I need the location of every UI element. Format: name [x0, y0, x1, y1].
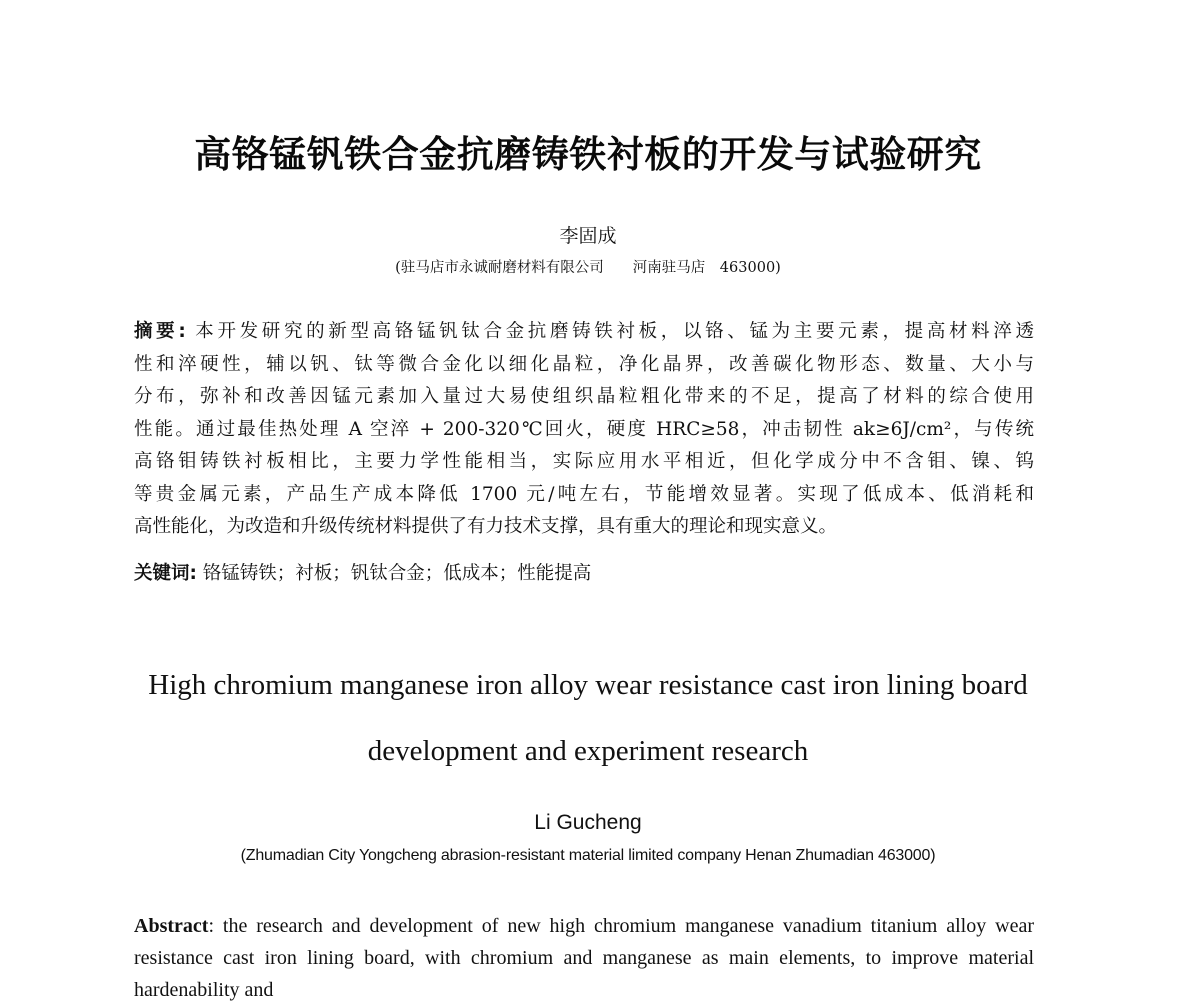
chinese-abstract-line: 摘要: 本开发研究的新型高铬锰钒钛合金抗磨铸铁衬板，以铬、锰为主要元素，提高材料淬透 [134, 321, 1034, 342]
chinese-abstract [134, 316, 1034, 544]
english-title-line-1: High chromium manganese iron alloy wear resistance cast iron lining board [148, 669, 1028, 701]
chinese-abstract-line: 性和淬硬性，辅以钒、钛等微合金化以细化晶粒，净化晶界，改善碳化物形态、数量、大小与 [134, 353, 1034, 375]
chinese-abstract-line: 等贵金属元素，产品生产成本降低 1700 元/吨左右，节能增效显著。实现了低成本、低消耗和 [134, 483, 1034, 505]
chinese-abstract-line: 分布，弥补和改善因锰元素加入量过大易使组织晶粒粗化带来的不足，提高了材料的综合使用 [134, 386, 1034, 407]
chinese-abstract-label: 摘要: [134, 321, 186, 342]
chinese-keywords-label: 关键词: [134, 563, 197, 584]
chinese-affiliation: (驻马店市永诚耐磨材料有限公司 河南驻马店 463000) [395, 260, 781, 276]
english-author: Li Gucheng [534, 811, 642, 834]
chinese-abstract-line: 性能。通过最佳热处理 A 空淬 + 200-320℃回火，硬度 HRC≥58，冲击韧性 ak≥6J/cm²，与传统 [134, 418, 1034, 440]
chinese-abstract-line: 高铬钼铸铁衬板相比，主要力学性能相当，实际应用水平相近，但化学成分中不含钼、镍、钨 [134, 451, 1034, 472]
chinese-keywords-text: 铬锰铸铁；衬板；钒钛合金；低成本；性能提高 [196, 563, 592, 584]
chinese-author: 李固成 [559, 225, 617, 247]
english-title-line-2: development and experiment research [367, 735, 809, 767]
english-abstract-label: Abstract [134, 915, 209, 937]
english-affiliation: (Zhumadian City Yongcheng abrasion-resistant material limited company Henan Zhumadian 463000) [240, 847, 936, 864]
chinese-keywords [134, 558, 1034, 590]
english-abstract-text: : the research and development of new high chromium manganese vanadium titanium alloy wear resistance cast iron lining board, with chromium and manganese as main elements, to improve material hardenability and [134, 915, 1034, 1001]
english-abstract [134, 910, 1034, 1006]
chinese-title: 高铬锰钒铁合金抗磨铸铁衬板的开发与试验研究 [194, 133, 982, 176]
chinese-abstract-line: 高性能化，为改造和升级传统材料提供了有力技术支撑，具有重大的理论和现实意义。 [134, 516, 838, 537]
